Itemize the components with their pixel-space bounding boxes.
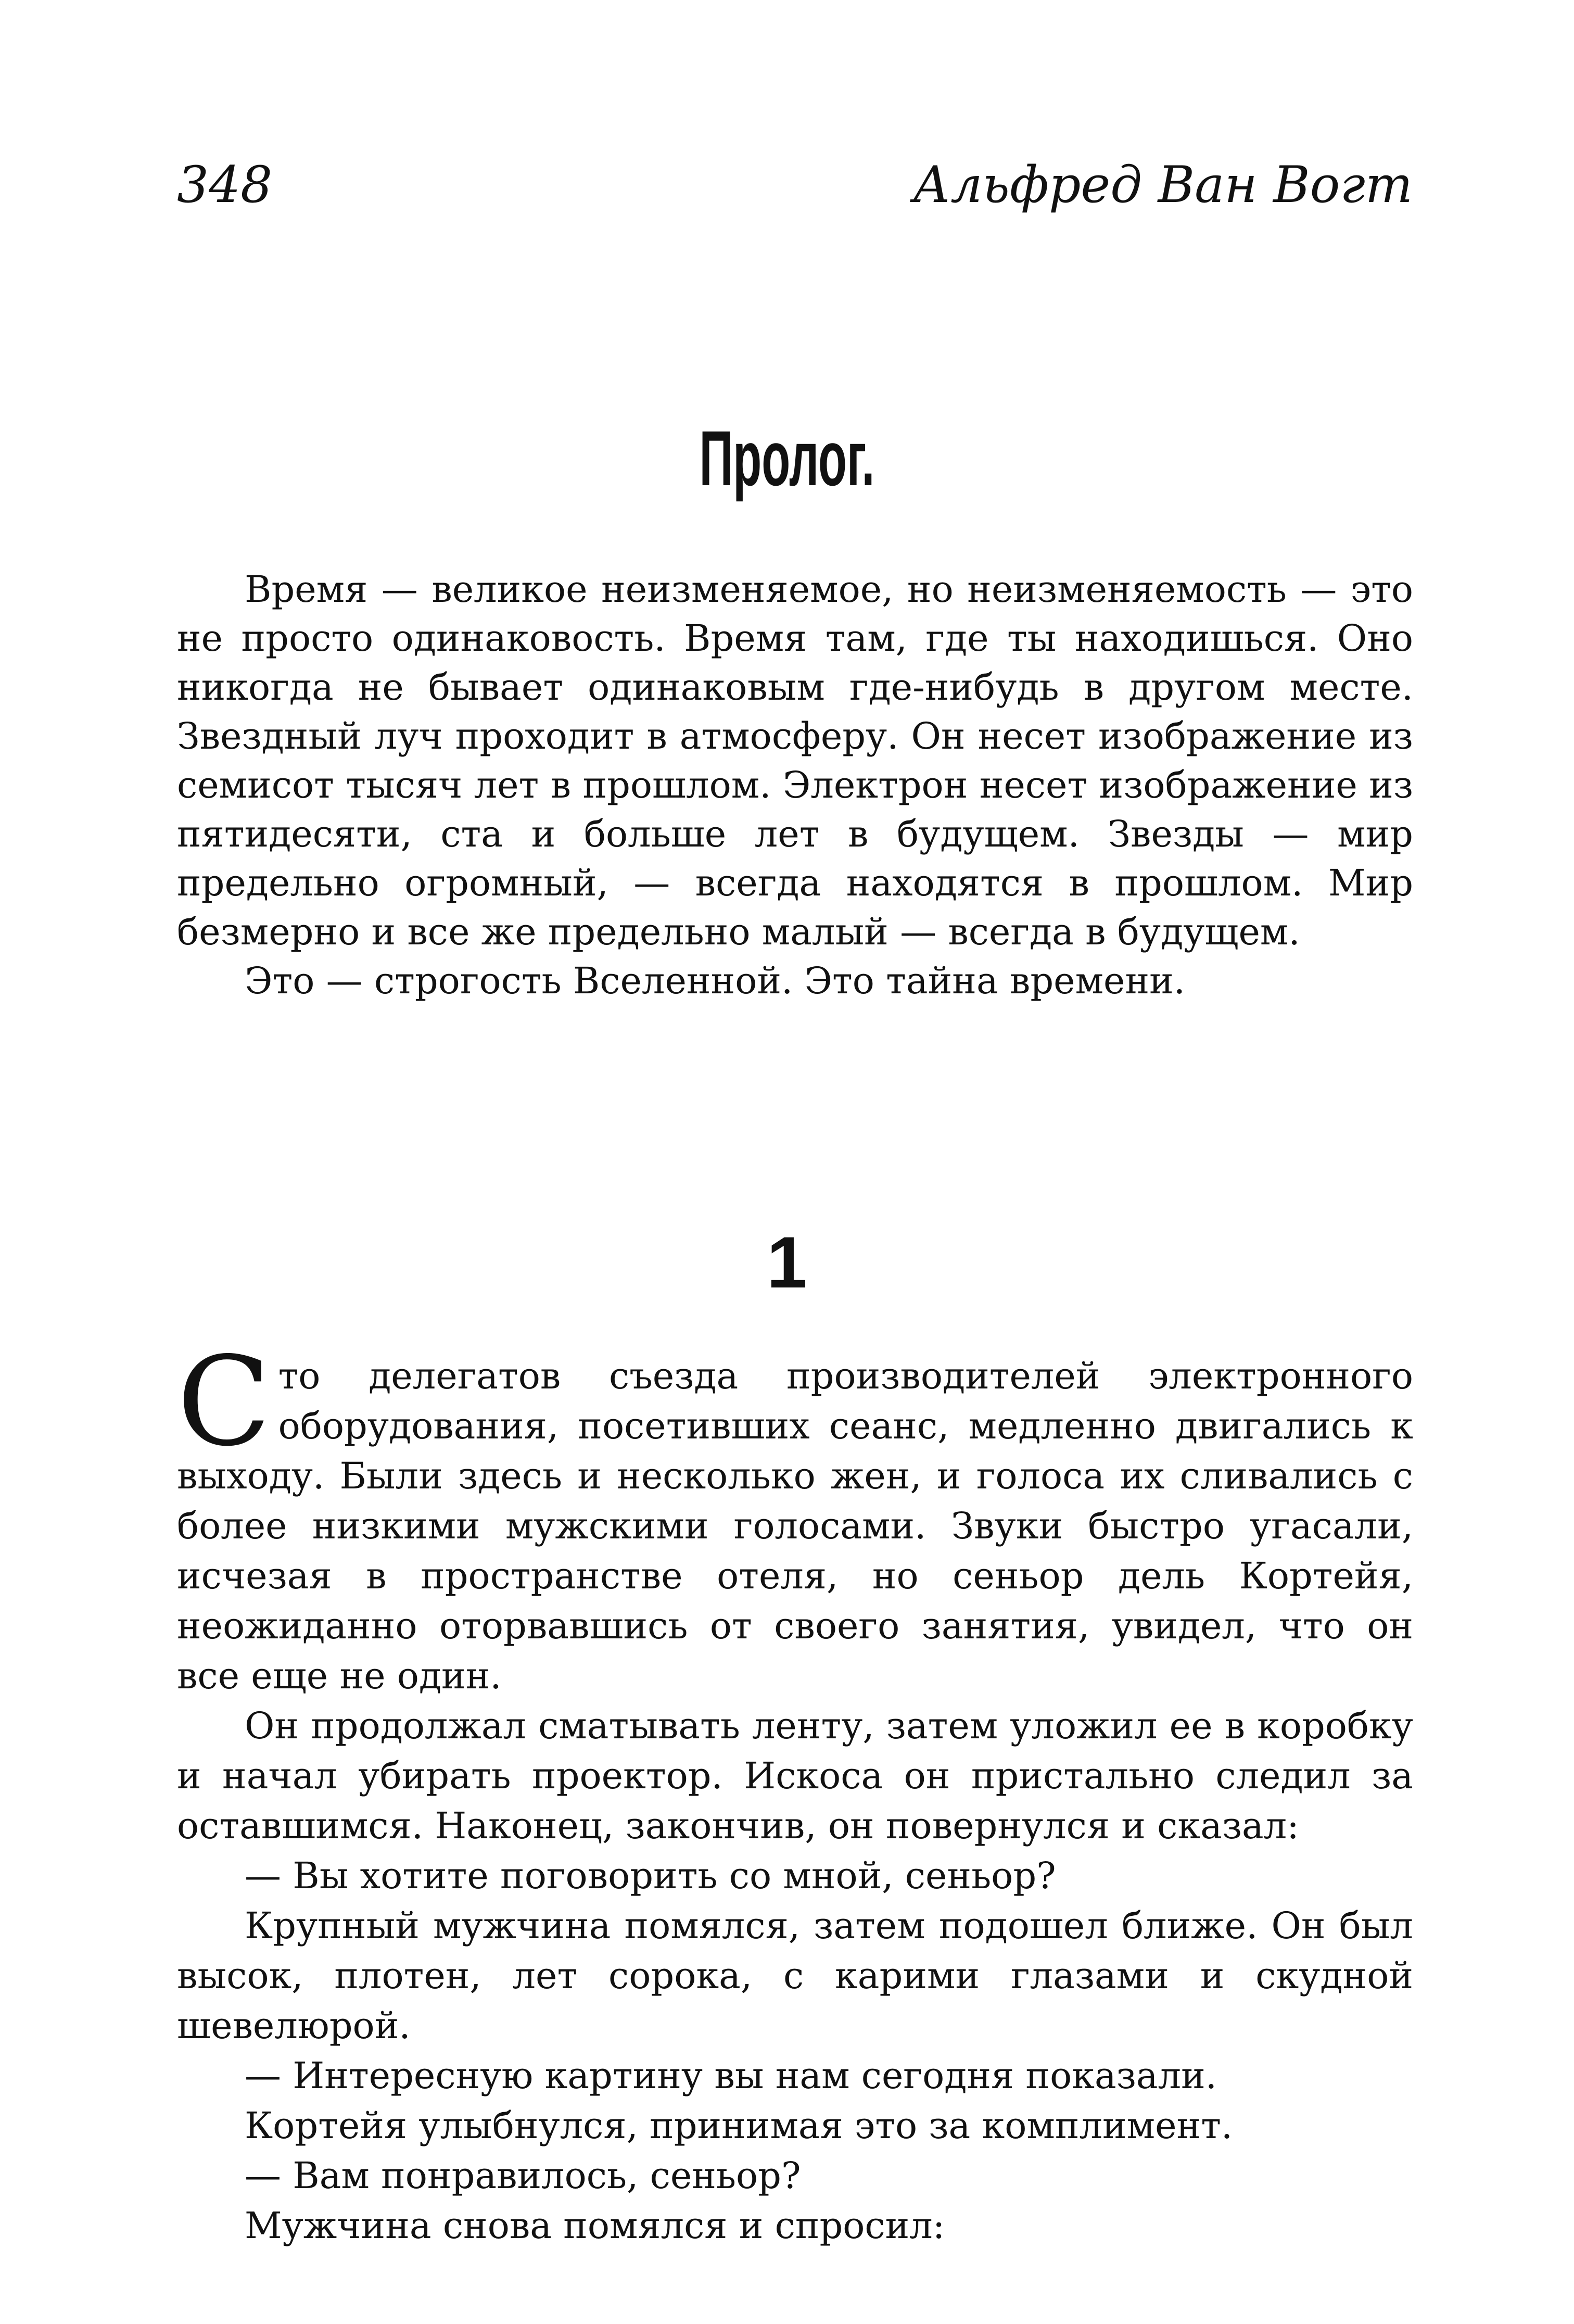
- body-paragraph-first-text: то делегатов съезда производителей электронного оборудования, посетивших сеанс, медленно двигались к выходу. Были здесь и несколько жен, и голоса их сливались с более низкими мужскими голосами. Звуки быстро угасали, исчезая в пространстве отеля, но сеньор дель Кортейя, неожиданно оторвавшись от своего занятия, увидел, что он все еще не один.: [177, 1355, 1413, 1697]
- chapter-title: Пролог.: [699, 414, 875, 502]
- body-paragraph: Он продолжал сматывать ленту, затем уложил ее в коробку и начал убирать проектор. Искоса он пристально следил за оставшимся. Наконец, закончив, он повернулся и сказал:: [177, 1704, 1413, 1847]
- prologue-text: [177, 565, 1413, 1005]
- prologue-paragraph: Это — строгость Вселенной. Это тайна времени.: [245, 959, 1186, 1002]
- body-paragraph: Крупный мужчина помялся, затем подошел ближе. Он был высок, плотен, лет сорока, с карими глазами и скудной шевелюрой.: [177, 1904, 1413, 2047]
- running-title: Альфред Ван Вогт: [912, 156, 1413, 214]
- body-paragraph-first: [177, 1330, 1413, 1701]
- body-paragraph: Кортейя улыбнулся, принимая это за комплимент.: [245, 2104, 1233, 2147]
- section-number: 1: [767, 1221, 807, 1303]
- prologue-paragraph: Время — великое неизменяемое, но неизменяемость — это не просто одинаковость. Время там, где ты находишься. Оно никогда не бывает одинаковым где-нибудь в другом месте. Звездный луч проходит в атмосферу. Он несет изображение из семисот тысяч лет в прошлом. Электрон несет изображение из пятидесяти, ста и больше лет в будущем. Звезды — мир предельно огромный, — всегда находятся в прошлом. Мир безмерно и все же предельно малый — всегда в будущем.: [177, 568, 1413, 953]
- body-paragraph: — Вы хотите поговорить со мной, сеньор?: [245, 1854, 1056, 1897]
- body-paragraph: — Вам понравилось, сеньор?: [245, 2154, 801, 2197]
- page-header: [177, 148, 1413, 221]
- body-paragraph: — Интересную картину вы нам сегодня показали.: [245, 2054, 1217, 2097]
- page-number: 348: [177, 156, 273, 214]
- chapter-body-text: [177, 1330, 1413, 2251]
- body-paragraph: Мужчина снова помялся и спросил:: [245, 2204, 945, 2247]
- drop-cap: С: [177, 1330, 271, 1473]
